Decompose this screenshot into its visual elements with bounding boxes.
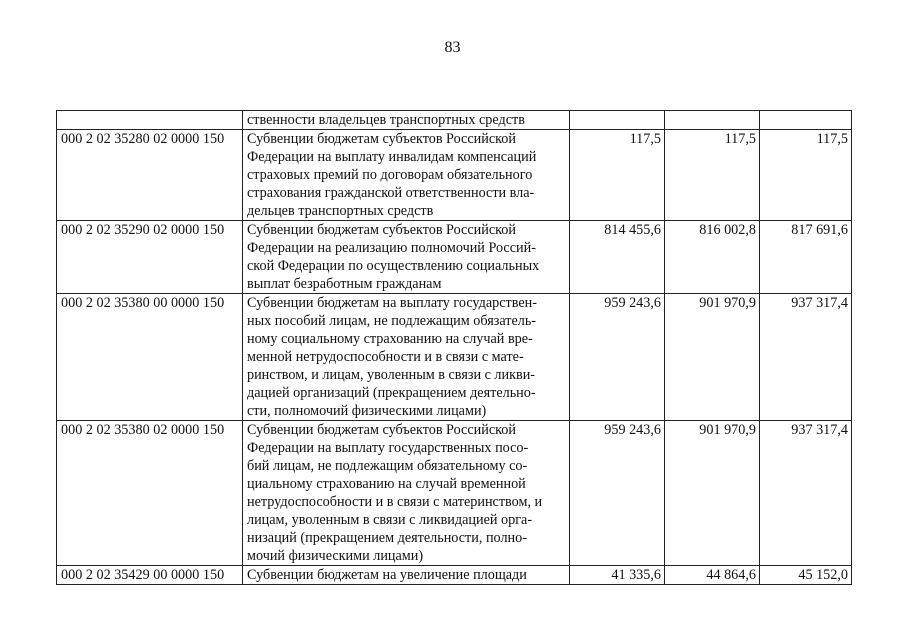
revenue-name-line: ской Федерации по осуществлению социальных <box>247 258 540 274</box>
revenue-name-line: Федерации на выплату государственных посо- <box>247 440 529 456</box>
revenue-name-line: низаций (прекращением деятельности, полно- <box>247 530 527 546</box>
revenue-name-line: дельцев транспортных средств <box>247 203 434 219</box>
revenue-name-cell <box>243 566 570 585</box>
revenue-name-line: Федерации на реализацию полномочий Россий- <box>247 240 536 256</box>
amount-cell-1: 41 335,6 <box>570 566 665 585</box>
revenue-name-line: Федерации на выплату инвалидам компенсаций <box>247 149 537 165</box>
table-row <box>57 130 852 221</box>
amount-cell-2 <box>665 111 760 130</box>
table-row <box>57 566 852 585</box>
revenue-name-cell <box>243 221 570 294</box>
amount-cell-1: 959 243,6 <box>570 294 665 421</box>
revenue-name-line: циальному страхованию на случай временной <box>247 476 526 492</box>
revenue-name-line: Субвенции бюджетам на увеличение площади <box>247 567 527 583</box>
revenue-name-cell <box>243 130 570 221</box>
classification-code-cell: 000 2 02 35280 02 0000 150 <box>57 130 243 221</box>
revenue-name-line: страховых премий по договорам обязательного <box>247 167 533 183</box>
table-row <box>57 221 852 294</box>
amount-cell-3: 817 691,6 <box>760 221 852 294</box>
revenue-name-cell <box>243 111 570 130</box>
revenue-name-line: ных пособий лицам, не подлежащим обязатель- <box>247 313 537 329</box>
classification-code-cell: 000 2 02 35429 00 0000 150 <box>57 566 243 585</box>
amount-cell-3: 937 317,4 <box>760 294 852 421</box>
amount-cell-3: 937 317,4 <box>760 421 852 566</box>
revenue-name-line: страхования гражданской ответственности вла- <box>247 185 535 201</box>
revenue-name-line: Субвенции бюджетам субъектов Российской <box>247 131 516 147</box>
amount-cell-1: 814 455,6 <box>570 221 665 294</box>
classification-code-cell: 000 2 02 35380 00 0000 150 <box>57 294 243 421</box>
classification-code-cell: 000 2 02 35380 02 0000 150 <box>57 421 243 566</box>
revenue-name-line: Субвенции бюджетам субъектов Российской <box>247 222 516 238</box>
revenue-name-cell <box>243 294 570 421</box>
revenue-name-cell <box>243 421 570 566</box>
amount-cell-1 <box>570 111 665 130</box>
revenue-name-line: бий лицам, не подлежащим обязательному со- <box>247 458 528 474</box>
revenue-name-line: лицам, уволенным в связи с ликвидацией орга- <box>247 512 533 528</box>
revenue-name-line: выплат безработным гражданам <box>247 276 442 292</box>
revenue-name-line: ственности владельцев транспортных средств <box>247 112 525 128</box>
table-row <box>57 421 852 566</box>
revenue-name-line: дацией организаций (прекращением деятельно- <box>247 385 536 401</box>
amount-cell-2: 117,5 <box>665 130 760 221</box>
revenue-name-line: Субвенции бюджетам субъектов Российской <box>247 422 516 438</box>
revenue-name-line: ринством, и лицам, уволенным в связи с ликви- <box>247 367 536 383</box>
amount-cell-3: 45 152,0 <box>760 566 852 585</box>
classification-code-cell: 000 2 02 35290 02 0000 150 <box>57 221 243 294</box>
revenue-name-line: ному социальному страхованию на случай вре- <box>247 331 533 347</box>
table-row <box>57 294 852 421</box>
amount-cell-1: 117,5 <box>570 130 665 221</box>
budget-table <box>56 110 852 585</box>
page-number: 83 <box>444 39 461 56</box>
table-body <box>57 111 852 585</box>
amount-cell-2: 901 970,9 <box>665 421 760 566</box>
table-row <box>57 111 852 130</box>
revenue-name-line: сти, полномочий физическими лицами) <box>247 403 487 419</box>
classification-code-cell <box>57 111 243 130</box>
amount-cell-1: 959 243,6 <box>570 421 665 566</box>
amount-cell-2: 901 970,9 <box>665 294 760 421</box>
amount-cell-2: 816 002,8 <box>665 221 760 294</box>
revenue-name-line: мочий физическими лицами) <box>247 548 424 564</box>
amount-cell-3: 117,5 <box>760 130 852 221</box>
revenue-name-line: менной нетрудоспособности и в связи с мате- <box>247 349 524 365</box>
revenue-name-line: нетрудоспособности и в связи с материнством, и <box>247 494 543 510</box>
revenue-name-line: Субвенции бюджетам на выплату государствен- <box>247 295 537 311</box>
amount-cell-3 <box>760 111 852 130</box>
amount-cell-2: 44 864,6 <box>665 566 760 585</box>
